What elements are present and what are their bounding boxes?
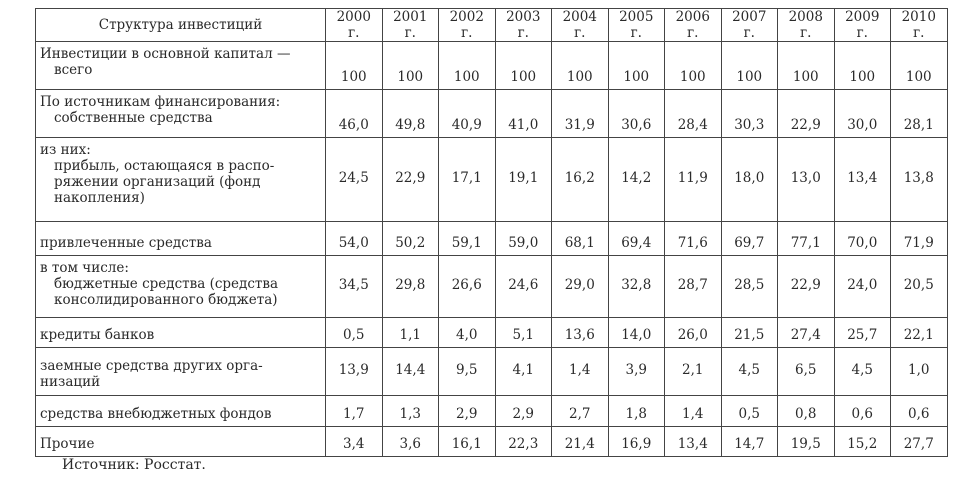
- cell-value: 13,6: [552, 318, 609, 348]
- header-row: [36, 9, 948, 42]
- cell-value: 13,4: [834, 138, 891, 222]
- cell-value: 34,5: [326, 256, 383, 318]
- cell-value: 19,1: [495, 138, 552, 222]
- cell-value: 100: [552, 42, 609, 90]
- cell-value: 22,1: [891, 318, 948, 348]
- cell-value: 31,9: [552, 90, 609, 138]
- cell-value: 1,8: [608, 396, 665, 427]
- cell-value: 1,0: [891, 348, 948, 396]
- row-label: [36, 427, 326, 457]
- cell-value: 5,1: [495, 318, 552, 348]
- table-row: [36, 256, 948, 318]
- cell-value: 14,7: [721, 427, 778, 457]
- cell-value: 69,7: [721, 222, 778, 256]
- cell-value: 0,8: [778, 396, 835, 427]
- cell-value: 28,1: [891, 90, 948, 138]
- cell-value: 4,1: [495, 348, 552, 396]
- table-row: [36, 318, 948, 348]
- cell-value: 49,8: [382, 90, 439, 138]
- cell-value: 15,2: [834, 427, 891, 457]
- year-header: 2005 г.: [608, 9, 665, 42]
- cell-value: 28,7: [665, 256, 722, 318]
- year-header: 2010 г.: [891, 9, 948, 42]
- cell-value: 4,0: [439, 318, 496, 348]
- cell-value: 100: [891, 42, 948, 90]
- cell-value: 14,0: [608, 318, 665, 348]
- cell-value: 2,9: [439, 396, 496, 427]
- investment-structure-table: [35, 8, 948, 457]
- cell-value: 13,9: [326, 348, 383, 396]
- cell-value: 26,6: [439, 256, 496, 318]
- row-label: [36, 256, 326, 318]
- cell-value: 22,9: [778, 256, 835, 318]
- cell-value: 6,5: [778, 348, 835, 396]
- year-header: 2000 г.: [326, 9, 383, 42]
- cell-value: 14,2: [608, 138, 665, 222]
- cell-value: 0,6: [834, 396, 891, 427]
- cell-value: 22,9: [778, 90, 835, 138]
- table-row: [36, 348, 948, 396]
- table-row: [36, 222, 948, 256]
- cell-value: 25,7: [834, 318, 891, 348]
- cell-value: 46,0: [326, 90, 383, 138]
- year-header: 2001 г.: [382, 9, 439, 42]
- cell-value: 100: [382, 42, 439, 90]
- year-header: 2007 г.: [721, 9, 778, 42]
- cell-value: 21,5: [721, 318, 778, 348]
- row-label-text: заемные средства других орга-низаций: [40, 357, 263, 390]
- row-lead: из них:: [40, 142, 91, 158]
- row-lead: в том числе:: [40, 260, 129, 276]
- cell-value: 3,9: [608, 348, 665, 396]
- year-header: 2003 г.: [495, 9, 552, 42]
- cell-value: 100: [665, 42, 722, 90]
- cell-value: 71,9: [891, 222, 948, 256]
- cell-value: 13,4: [665, 427, 722, 457]
- row-label: [36, 90, 326, 138]
- row-label: [36, 42, 326, 90]
- cell-value: 18,0: [721, 138, 778, 222]
- table-row: [36, 90, 948, 138]
- cell-value: 50,2: [382, 222, 439, 256]
- cell-value: 54,0: [326, 222, 383, 256]
- cell-value: 17,1: [439, 138, 496, 222]
- cell-value: 20,5: [891, 256, 948, 318]
- cell-value: 100: [834, 42, 891, 90]
- cell-value: 11,9: [665, 138, 722, 222]
- row-label: [36, 138, 326, 222]
- cell-value: 21,4: [552, 427, 609, 457]
- row-label-text: бюджетные средства (средства консолидированного бюджета): [54, 276, 279, 308]
- cell-value: 69,4: [608, 222, 665, 256]
- row-label-text: собственные средства: [54, 110, 213, 126]
- cell-value: 100: [721, 42, 778, 90]
- cell-value: 30,0: [834, 90, 891, 138]
- cell-value: 13,8: [891, 138, 948, 222]
- cell-value: 1,1: [382, 318, 439, 348]
- cell-value: 22,9: [382, 138, 439, 222]
- cell-value: 3,4: [326, 427, 383, 457]
- row-label: [36, 222, 326, 256]
- cell-value: 22,3: [495, 427, 552, 457]
- cell-value: 28,4: [665, 90, 722, 138]
- table-row: [36, 42, 948, 90]
- cell-value: 26,0: [665, 318, 722, 348]
- cell-value: 59,1: [439, 222, 496, 256]
- row-label-text: средства внебюджетных фондов: [40, 406, 272, 422]
- cell-value: 2,9: [495, 396, 552, 427]
- cell-value: 0,5: [721, 396, 778, 427]
- cell-value: 1,3: [382, 396, 439, 427]
- cell-value: 100: [495, 42, 552, 90]
- cell-value: 24,6: [495, 256, 552, 318]
- cell-value: 1,4: [552, 348, 609, 396]
- cell-value: 59,0: [495, 222, 552, 256]
- row-label: [36, 348, 326, 396]
- row-label: [36, 396, 326, 427]
- year-header: 2002 г.: [439, 9, 496, 42]
- cell-value: 1,7: [326, 396, 383, 427]
- cell-value: 71,6: [665, 222, 722, 256]
- cell-value: 0,6: [891, 396, 948, 427]
- row-label-text: кредиты банков: [40, 327, 155, 343]
- cell-value: 24,0: [834, 256, 891, 318]
- cell-value: 14,4: [382, 348, 439, 396]
- row-label: [36, 318, 326, 348]
- cell-value: 27,7: [891, 427, 948, 457]
- row-label-text: Прочие: [40, 436, 95, 452]
- table-row: [36, 427, 948, 457]
- cell-value: 100: [778, 42, 835, 90]
- cell-value: 68,1: [552, 222, 609, 256]
- cell-value: 16,1: [439, 427, 496, 457]
- year-header: 2009 г.: [834, 9, 891, 42]
- year-header: 2008 г.: [778, 9, 835, 42]
- cell-value: 9,5: [439, 348, 496, 396]
- cell-value: 40,9: [439, 90, 496, 138]
- cell-value: 29,0: [552, 256, 609, 318]
- cell-value: 70,0: [834, 222, 891, 256]
- cell-value: 16,2: [552, 138, 609, 222]
- year-header: 2006 г.: [665, 9, 722, 42]
- cell-value: 77,1: [778, 222, 835, 256]
- year-header: 2004 г.: [552, 9, 609, 42]
- stub-header: Структура инвестиций: [36, 9, 326, 42]
- cell-value: 28,5: [721, 256, 778, 318]
- cell-value: 100: [608, 42, 665, 90]
- cell-value: 1,4: [665, 396, 722, 427]
- cell-value: 27,4: [778, 318, 835, 348]
- row-lead: По источникам финансирования:: [40, 94, 281, 110]
- row-label-text: привлеченные средства: [40, 235, 212, 251]
- cell-value: 41,0: [495, 90, 552, 138]
- row-lead: Инвестиции в основной капитал —: [40, 46, 291, 62]
- cell-value: 32,8: [608, 256, 665, 318]
- row-label-text: прибыль, остающаяся в распо-ряжении организаций (фонд накопления): [54, 158, 275, 206]
- table-row: [36, 138, 948, 222]
- source-note: Источник: Росстат.: [62, 457, 206, 473]
- cell-value: 19,5: [778, 427, 835, 457]
- cell-value: 100: [439, 42, 496, 90]
- cell-value: 30,6: [608, 90, 665, 138]
- cell-value: 0,5: [326, 318, 383, 348]
- cell-value: 13,0: [778, 138, 835, 222]
- cell-value: 30,3: [721, 90, 778, 138]
- cell-value: 29,8: [382, 256, 439, 318]
- table-row: [36, 396, 948, 427]
- cell-value: 4,5: [721, 348, 778, 396]
- cell-value: 3,6: [382, 427, 439, 457]
- cell-value: 16,9: [608, 427, 665, 457]
- cell-value: 2,7: [552, 396, 609, 427]
- cell-value: 100: [326, 42, 383, 90]
- row-label-text: всего: [54, 62, 93, 78]
- cell-value: 24,5: [326, 138, 383, 222]
- cell-value: 4,5: [834, 348, 891, 396]
- cell-value: 2,1: [665, 348, 722, 396]
